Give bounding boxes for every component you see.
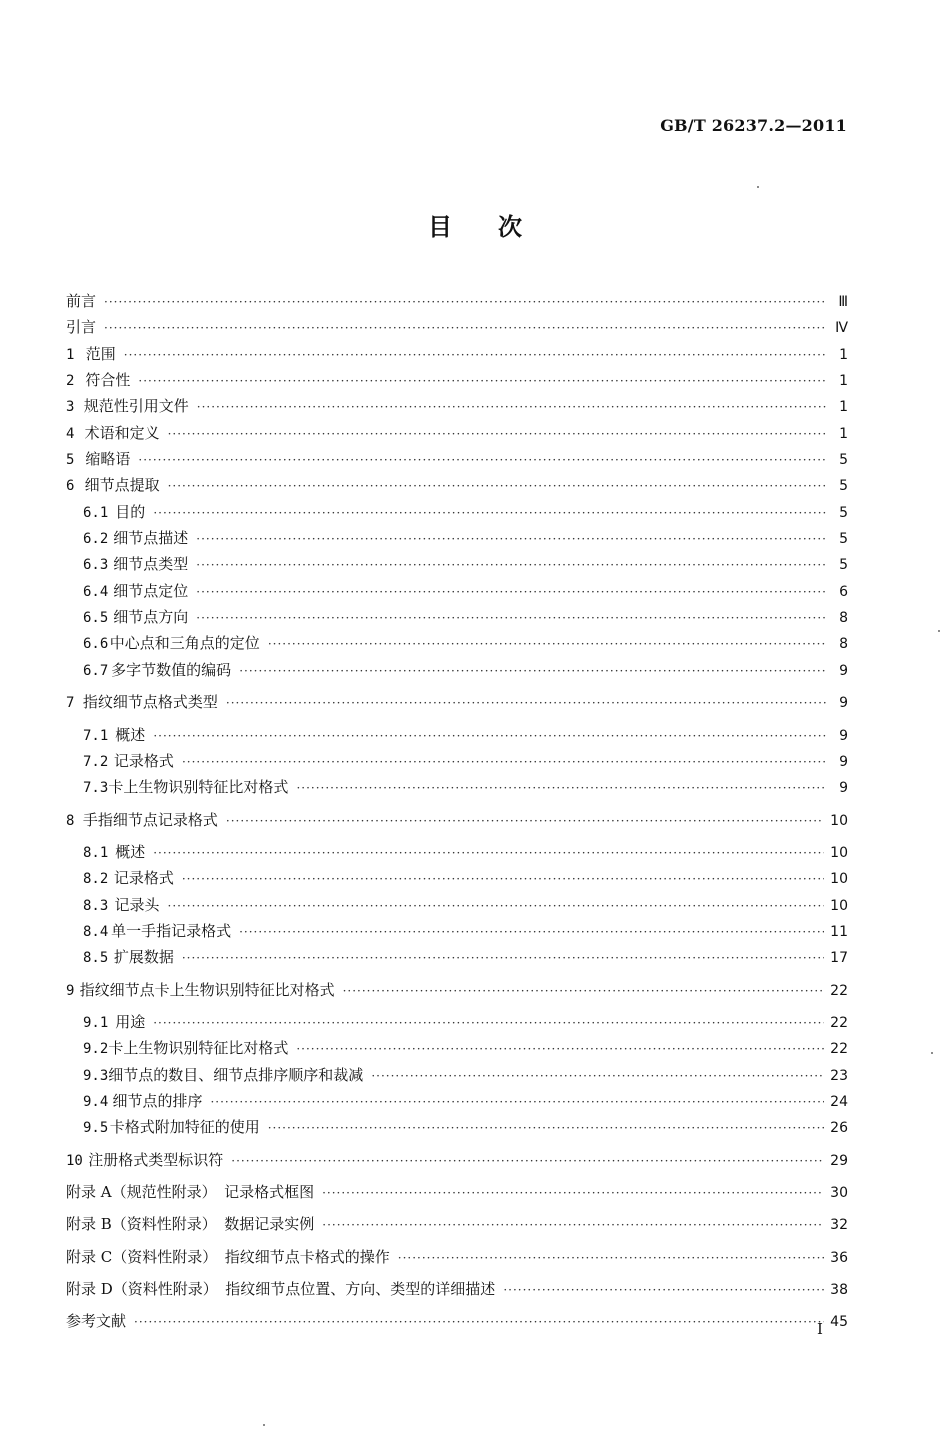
toc-number: 8.5 <box>83 950 109 967</box>
toc-number: 8.3 <box>83 897 109 914</box>
scan-speck <box>757 186 759 188</box>
toc-entry-9-1[interactable] <box>66 1009 848 1035</box>
toc-number: 7.1 <box>83 727 109 744</box>
toc-number: 6.2 <box>83 531 109 548</box>
leader-dots <box>231 1148 824 1174</box>
leader-dots <box>322 1212 824 1238</box>
toc-page: 9 <box>839 727 848 744</box>
leader-dots <box>153 723 826 749</box>
toc-page: 24 <box>830 1093 848 1110</box>
toc-page: 36 <box>830 1249 848 1266</box>
leader-dots <box>371 1063 824 1089</box>
toc-label: 细节点的数目、细节点排序顺序和裁减 <box>108 1065 364 1084</box>
toc-entry-annex-b[interactable] <box>66 1211 848 1237</box>
toc-page: 8 <box>839 610 848 627</box>
toc-label: 附录 C（资料性附录） 指纹细节点卡格式的操作 <box>66 1247 390 1266</box>
toc-entry-9[interactable] <box>66 977 848 1003</box>
leader-dots <box>182 945 824 971</box>
toc-number: 9.5 <box>83 1120 109 1137</box>
title-char-1: 目 <box>428 212 452 241</box>
leader-dots <box>196 526 826 552</box>
leader-dots <box>296 1036 824 1062</box>
toc-entry-10[interactable] <box>66 1147 848 1173</box>
toc-number: 1 <box>66 346 75 363</box>
leader-dots <box>182 749 826 775</box>
leader-dots <box>168 473 826 499</box>
toc-number: 3 <box>66 399 75 416</box>
toc-label: 前言 <box>66 292 97 310</box>
toc-entry-annex-a[interactable] <box>66 1179 848 1205</box>
toc-label: 卡上生物识别特征比对格式 <box>108 1039 289 1058</box>
toc-label: 参考文献 <box>66 1312 127 1331</box>
toc-label: 中心点和三角点的定位 <box>109 634 260 653</box>
toc-number: 10 <box>66 1152 83 1169</box>
toc-label: 范围 <box>85 344 116 363</box>
toc-label: 细节点提取 <box>84 476 160 495</box>
toc-label: 概述 <box>115 842 146 861</box>
leader-dots <box>268 631 826 657</box>
toc-label: 缩略语 <box>85 450 131 469</box>
toc-number: 5 <box>66 452 75 469</box>
toc-entry-8-3[interactable] <box>66 892 848 918</box>
toc-label: 附录 B（资料性附录） 数据记录实例 <box>66 1215 315 1234</box>
toc-number: 9.3 <box>83 1067 109 1084</box>
toc-label: 附录 A（规范性附录） 记录格式框图 <box>66 1183 315 1201</box>
leader-dots <box>210 1089 824 1115</box>
toc-entry-6[interactable] <box>66 472 848 498</box>
toc-label: 卡格式附加特征的使用 <box>109 1118 260 1137</box>
page-number: I <box>817 1320 823 1338</box>
standard-number: GB/T 26237.2—2011 <box>660 116 847 135</box>
toc-page: 9 <box>839 662 848 679</box>
toc-label: 手指细节点记录格式 <box>82 810 218 829</box>
table-of-contents <box>66 288 848 1335</box>
toc-page: 22 <box>830 1041 848 1058</box>
toc-label: 单一手指记录格式 <box>111 921 232 940</box>
toc-page: 9 <box>839 753 848 770</box>
toc-label: 概述 <box>115 725 146 744</box>
scan-speck <box>263 1424 265 1426</box>
toc-number: 8.1 <box>83 844 109 861</box>
toc-number: 6.4 <box>83 583 109 600</box>
leader-dots <box>153 840 824 866</box>
toc-page: 10 <box>830 844 848 861</box>
toc-page: Ⅲ <box>838 294 848 310</box>
leader-dots <box>322 1180 824 1206</box>
toc-page: 5 <box>839 504 848 521</box>
scan-speck <box>931 1052 933 1054</box>
toc-label: 细节点定位 <box>113 581 189 600</box>
toc-number: 8.4 <box>83 923 109 940</box>
toc-entry-9-4[interactable] <box>66 1088 848 1114</box>
toc-entry-foreword[interactable] <box>66 288 848 314</box>
leader-dots <box>226 808 824 834</box>
toc-entry-annex-c[interactable] <box>66 1244 848 1270</box>
toc-entry-annex-d[interactable] <box>66 1276 848 1302</box>
toc-entry-6-6[interactable] <box>66 630 848 656</box>
toc-label: 细节点方向 <box>113 608 189 627</box>
leader-dots <box>196 579 826 605</box>
leader-dots <box>153 500 826 526</box>
leader-dots <box>124 342 826 368</box>
leader-dots <box>197 394 826 420</box>
leader-dots <box>398 1245 824 1271</box>
toc-entry-2[interactable] <box>66 367 848 393</box>
toc-number: 9.2 <box>83 1041 109 1058</box>
leader-dots <box>226 690 826 716</box>
toc-entry-6-2[interactable] <box>66 525 848 551</box>
toc-entry-9-2[interactable] <box>66 1035 848 1061</box>
toc-page: 10 <box>830 897 848 914</box>
toc-entry-6-4[interactable] <box>66 578 848 604</box>
toc-label: 用途 <box>115 1012 146 1031</box>
toc-page: 11 <box>830 923 848 940</box>
toc-entry-6-1[interactable] <box>66 499 848 525</box>
toc-page: 5 <box>839 478 848 495</box>
leader-dots <box>196 552 826 578</box>
toc-entry-5[interactable] <box>66 446 848 472</box>
toc-entry-7-3[interactable] <box>66 774 848 800</box>
toc-label: 细节点描述 <box>113 529 189 548</box>
page-title <box>0 207 950 242</box>
toc-entry-6-7[interactable] <box>66 657 848 683</box>
toc-number: 6.1 <box>83 504 109 521</box>
toc-number: 9.4 <box>83 1093 109 1110</box>
toc-number: 6 <box>66 478 75 495</box>
toc-label: 引言 <box>66 318 97 337</box>
toc-number: 8 <box>66 812 75 829</box>
toc-label: 记录格式 <box>113 751 174 770</box>
toc-page: 9 <box>839 695 848 712</box>
leader-dots <box>104 315 826 341</box>
toc-entry-8-5[interactable] <box>66 944 848 970</box>
toc-page: 22 <box>830 1014 848 1031</box>
toc-label: 目的 <box>115 502 146 521</box>
toc-label: 符合性 <box>85 371 131 390</box>
toc-label: 规范性引用文件 <box>83 397 189 416</box>
toc-number: 7 <box>66 695 75 712</box>
toc-page: 1 <box>839 425 848 442</box>
toc-entry-1[interactable] <box>66 341 848 367</box>
toc-number: 4 <box>66 425 75 442</box>
leader-dots <box>138 447 826 473</box>
toc-entry-7-2[interactable] <box>66 748 848 774</box>
toc-entry-4[interactable] <box>66 420 848 446</box>
toc-number: 6.5 <box>83 610 109 627</box>
scan-speck <box>938 630 940 632</box>
toc-label: 注册格式类型标识符 <box>88 1150 224 1169</box>
toc-label: 附录 D（资料性附录） 指纹细节点位置、方向、类型的详细描述 <box>66 1280 496 1299</box>
toc-page: 17 <box>830 950 848 967</box>
toc-page: Ⅳ <box>835 320 848 337</box>
toc-entry-8-1[interactable] <box>66 839 848 865</box>
toc-number: 8.2 <box>83 871 109 888</box>
toc-entry-bibliography[interactable] <box>66 1308 848 1334</box>
leader-dots <box>239 919 824 945</box>
toc-label: 记录格式 <box>113 869 174 888</box>
leader-dots <box>104 289 826 315</box>
toc-number: 2 <box>66 373 75 390</box>
toc-label: 卡上生物识别特征比对格式 <box>108 778 289 797</box>
toc-number: 7.3 <box>83 780 109 797</box>
toc-page: 29 <box>830 1152 848 1169</box>
toc-number: 9.1 <box>83 1014 109 1031</box>
toc-page: 6 <box>839 583 848 600</box>
toc-label: 细节点的排序 <box>112 1091 203 1110</box>
leader-dots <box>343 978 825 1004</box>
toc-page: 5 <box>839 557 848 574</box>
leader-dots <box>153 1010 824 1036</box>
toc-number: 6.6 <box>83 636 109 653</box>
toc-entry-6-3[interactable] <box>66 551 848 577</box>
toc-number: 6.7 <box>83 662 109 679</box>
toc-entry-3[interactable] <box>66 393 848 419</box>
leader-dots <box>182 866 824 892</box>
toc-entry-7-1[interactable] <box>66 722 848 748</box>
toc-entry-8-4[interactable] <box>66 918 848 944</box>
toc-label: 记录头 <box>114 895 160 914</box>
toc-number: 6.3 <box>83 557 109 574</box>
toc-label: 扩展数据 <box>113 948 174 967</box>
toc-page: 10 <box>830 871 848 888</box>
toc-page: 9 <box>839 780 848 797</box>
toc-page: 8 <box>839 636 848 653</box>
toc-page: 22 <box>830 982 848 999</box>
toc-page: 5 <box>839 531 848 548</box>
leader-dots <box>196 605 826 631</box>
toc-page: 32 <box>830 1217 848 1234</box>
toc-page: 1 <box>839 373 848 390</box>
toc-page: 5 <box>839 452 848 469</box>
toc-number: 9 <box>66 982 75 999</box>
leader-dots <box>168 893 825 919</box>
toc-entry-9-5[interactable] <box>66 1114 848 1140</box>
toc-entry-8[interactable] <box>66 807 848 833</box>
toc-label: 指纹细节点卡上生物识别特征比对格式 <box>79 980 335 999</box>
toc-page: 45 <box>830 1314 848 1331</box>
toc-number: 7.2 <box>83 753 109 770</box>
toc-page: 26 <box>830 1120 848 1137</box>
toc-page: 1 <box>839 399 848 416</box>
toc-label: 术语和定义 <box>84 423 160 442</box>
toc-entry-8-2[interactable] <box>66 865 848 891</box>
leader-dots <box>168 421 826 447</box>
toc-page: 30 <box>830 1185 848 1201</box>
leader-dots <box>134 1309 824 1335</box>
toc-label: 指纹细节点格式类型 <box>82 693 218 712</box>
toc-entry-6-5[interactable] <box>66 604 848 630</box>
title-char-2: 次 <box>498 212 522 241</box>
leader-dots <box>138 368 826 394</box>
toc-page: 23 <box>830 1067 848 1084</box>
leader-dots <box>268 1115 824 1141</box>
toc-entry-9-3[interactable] <box>66 1062 848 1088</box>
toc-page: 1 <box>839 346 848 363</box>
toc-entry-introduction[interactable] <box>66 314 848 340</box>
toc-label: 细节点类型 <box>113 555 189 574</box>
toc-entry-7[interactable] <box>66 689 848 715</box>
leader-dots <box>239 658 826 684</box>
toc-page: 38 <box>830 1282 848 1299</box>
leader-dots <box>296 775 826 801</box>
toc-page: 10 <box>830 812 848 829</box>
toc-label: 多字节数值的编码 <box>111 660 232 679</box>
leader-dots <box>503 1277 824 1303</box>
